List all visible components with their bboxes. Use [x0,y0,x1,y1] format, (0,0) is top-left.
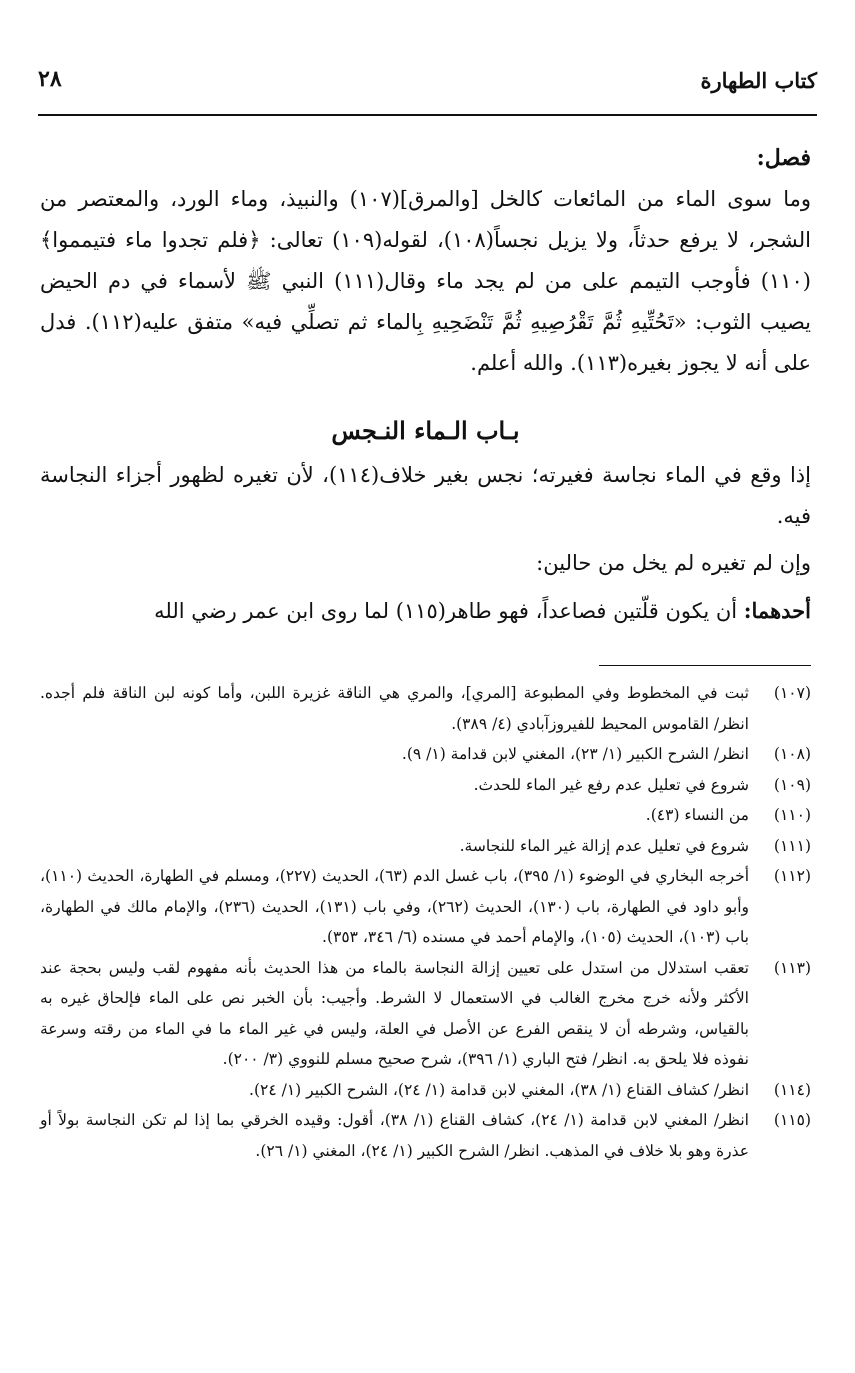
paragraph-two-cases: وإن لم تغيره لم يخل من حالين: [536,551,811,575]
footnote-number: (١٠٩) [773,775,811,794]
footnote [40,1105,811,1166]
footnote [40,800,811,831]
footnote-number: (١١١) [773,836,811,855]
footnote [40,739,811,770]
footnote [40,861,811,953]
footnote-text: تعقب استدلال من استدل على تعيين إزالة النجاسة بالماء من هذا الحديث بأنه مفهوم لقب وليس بحجة عند الأكثر ولأنه خرج مخرج الغالب في الاستعمال لا الشرط. وأجيب: بأن الخبر نص على الماء فإلحاق غيره به بالقياس، وشرطه أن لا ينقص الفرع عن الأصل في العلة، وليس في غير الماء ما في الماء من رقته وسرعة نفوذه فلا يلحق به. انظر/ فتح الباري (١/ ٣٩٦)، شرح صحيح مسلم للنووي (٣/ ٢٠٠). [40,958,749,1068]
footnote-text: أخرجه البخاري في الوضوء (١/ ٣٩٥)، باب غسل الدم (٦٣)، الحديث (٢٢٧)، ومسلم في الطهارة، الحديث (١١٠)، وأبو داود في الطهارة، باب (١٣٠)، الحديث (٢٦٢)، وفي باب (١٣١)، الحديث (٢٣٦)، والإمام مالك في الطهارة، باب (١٠٣)، الحديث (١٠٥)، والإمام أحمد في مسنده (٦/ ٣٤٦، ٣٥٣). [40,867,750,946]
footnote-text: شروع في تعليل عدم إزالة غير الماء للنجاسة. [459,836,749,855]
footnote-number: (١١٣) [773,958,811,977]
footnote-text: من النساء (٤٣). [645,806,749,824]
fasl-paragraph: وما سوى الماء من المائعات كالخل [والمرق](١٠٧) والنبيذ، وماء الورد، والمعتصر من الشجر، لا يرفع حدثاً، ولا يزيل نجساً(١٠٨)، لقوله(١٠٩) تعالى: ﴿فلم تجدوا ماء فتيمموا﴾(١١٠) فأوجب التيمم على من لم يجد ماء وقال(١١١) النبي ﷺ لأسماء في دم الحيض يصيب الثوب: «تَحُتِّيهِ ثُمَّ تَقْرُصِيهِ ثُمَّ تَنْضَحِيهِ بِالماء ثم تصلِّي فيه» متفق عليه(١١٢). فدل على أنه لا يجوز بغيره(١١٣). والله أعلم. [40,187,812,375]
first-case-lead: أحدهما: [743,598,811,623]
footnote [40,770,811,801]
footnote-number: (١٠٧) [773,684,811,702]
chapter-heading: بـاب الـماء النـجس [331,416,520,445]
fasl-heading: فصل: [756,145,811,171]
footnote [40,678,811,739]
footnote-number: (١١٤) [773,1080,811,1099]
footnote-rule [599,665,811,666]
footnotes [40,678,811,1166]
paragraph-first-case [40,590,811,632]
footnote-number: (١١٥) [773,1111,811,1129]
footnote [40,953,811,1075]
paragraph-najas-changed: إذا وقع في الماء نجاسة فغيرته؛ نجس بغير خلاف(١١٤)، لأن تغيره لظهور أجزاء النجاسة فيه. [40,463,811,528]
first-case-text: أن يكون قلّتين فصاعداً، فهو طاهر(١١٥) لما روى ابن عمر رضي الله [154,599,744,623]
footnote-number: (١١٠) [773,806,811,824]
footnote-text: ثبت في المخطوط وفي المطبوعة [المري]، والمري هي الناقة غزيرة اللبن، وأما كونه لبن الناقة فلم أجده. انظر/ القاموس المحيط للفيروزآبادي (٤/ ٣٨٩). [40,684,749,733]
footnote-text: انظر/ كشاف القناع (١/ ٣٨)، المغني لابن قدامة (١/ ٢٤)، الشرح الكبير (١/ ٢٤). [249,1080,749,1099]
page-number: ٢٨ [38,66,62,92]
running-header-title: كتاب الطهارة [700,68,817,93]
footnote-text: انظر/ الشرح الكبير (١/ ٢٣)، المغني لابن قدامة (١/ ٩). [401,745,749,763]
footnote-number: (١٠٨) [773,745,811,763]
header-rule [38,114,817,116]
footnote [40,831,811,862]
footnote-text: انظر/ المغني لابن قدامة (١/ ٢٤)، كشاف القناع (١/ ٣٨)، أقول: وقيده الخرقي بما إذا لم تكن النجاسة بولاً أو عذرة وهو بلا خلاف في المذهب. انظر/ الشرح الكبير (١/ ٢٤)، المغني (١/ ٢٦). [40,1111,749,1160]
footnote-text: شروع في تعليل عدم رفع غير الماء للحدث. [473,775,749,794]
footnote-number: (١١٢) [773,867,811,885]
main-text [40,138,811,632]
footnote [40,1075,811,1106]
